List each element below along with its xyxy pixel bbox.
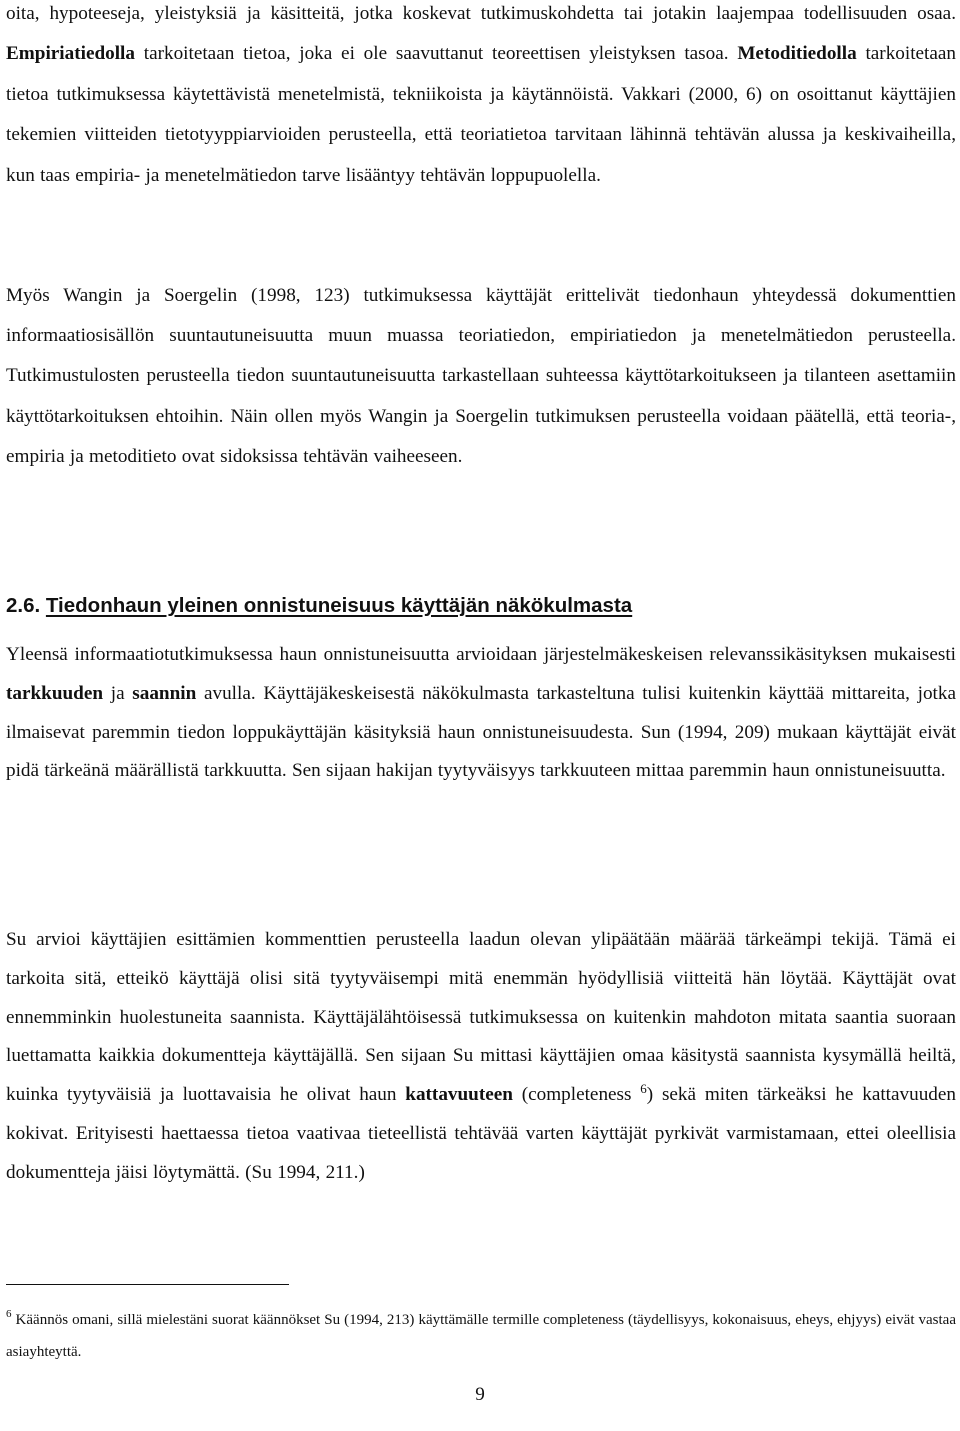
paragraph-text: avulla. Käyttäjäkeskeisestä näkökulmasta tarkasteltuna tulisi kuitenkin käyttää mittareita, jotka ilmaisevat paremmin tiedon loppukäyttäjän käsityksiä haun onnistuneisuudesta. Sun (1994, 209) mukaan käyttäjät eivät pidä tärkeänä määrällistä tarkkuutta. Sen sijaan hakijan tyytyväisyys tarkkuuteen mittaa paremmin haun onnistuneisuutta. xyxy=(6,682,956,782)
paragraph-text: Myös Wangin ja Soergelin (1998, 123) tutkimuksessa käyttäjät erittelivät tiedonhaun yhteydessä dokumenttien informaatiosisällön suuntautuneisuutta muun muassa teoriatiedon, empiriatiedon ja menetelmätiedon perusteella. Tutkimustulosten perusteella tiedon suuntautuneisuutta tarkastellaan suhteessa käyttötarkoitukseen ja tilanteen asettamiin käyttötarkoituksen ehtoihin. Näin ollen myös Wangin ja Soergelin tutkimuksen perusteella voidaan päätellä, että teoria-, empiria ja metoditieto ovat sidoksissa tehtävän vaiheeseen. xyxy=(6,285,956,467)
paragraph-text: Yleensä informaatiotutkimuksessa haun onnistuneisuutta arvioidaan järjestelmäkeskeisen relevanssikäsityksen mukaisesti xyxy=(6,644,956,665)
paragraph-text: (completeness xyxy=(521,1084,632,1106)
paragraph-text: tarkoitetaan tietoa, joka ei ole saavuttanut teoreettisen yleistyksen tasoa. xyxy=(143,43,729,65)
footnote-text: Käännös omani, sillä mielestäni suorat käännökset Su (1994, 213) käyttämälle termille completeness (täydellisyys, kokonaisuus, eheys, ehjyys) eivät vastaa asiayhteyttä. xyxy=(6,1312,956,1360)
page-number: 9 xyxy=(475,1384,485,1405)
section-number: 2.6. xyxy=(6,594,41,617)
footnote-separator xyxy=(6,1284,289,1285)
section-heading xyxy=(6,592,632,620)
footnote-marker: 6 xyxy=(6,1308,12,1320)
term-empiriatieto: Empiriatiedolla xyxy=(6,43,135,65)
footnote xyxy=(6,1304,956,1368)
term-tarkkuus: tarkkuuden xyxy=(6,682,104,704)
term-saanti: saannin xyxy=(132,682,197,704)
paragraph-success-measures xyxy=(6,636,956,791)
paragraph-text: Su arvioi käyttäjien esittämien kommenttien perusteella laadun olevan ylipäätään määrää tärkeämpi tekijä. Tämä ei tarkoita sitä, etteikö käyttäjä olisi sitä tyytyväisempi mitä enemmän hyödyllisiä viitteitä hän löytää. Käyttäjät ovat ennemminkin huolestuneita saannista. Käyttäjälähtöisessä tutkimuksessa on kuitenkin mahdoton mitata saantia suoraan luettamatta kaikkia dokumentteja käyttäjällä. Sen sijaan Su mittasi käyttäjien omaa käsitystä saannista kysymällä heiltä, kuinka tyytyväisiä ja luottavaisia he olivat haun xyxy=(6,929,956,1106)
term-metoditieto: Metoditiedolla xyxy=(737,43,857,65)
paragraph-text: ja xyxy=(110,682,125,704)
paragraph-text: ) sekä miten tärkeäksi he kattavuuden kokivat. Erityisesti haettaessa tietoa vaativaa tieteellistä tehtävää varten käyttäjät pyrkivät varmistamaan, ettei oleellisia dokumentteja jäisi löytymättä. (Su 1994, 211.) xyxy=(6,1084,956,1183)
paragraph-text: oita, hypoteeseja, yleistyksiä ja käsitteitä, jotka koskevat tutkimuskohdetta tai jotakin laajempaa todellisuuden osaa. xyxy=(6,3,956,24)
paragraph-wang-soergel xyxy=(6,276,956,477)
paragraph-su-evaluation xyxy=(6,921,956,1193)
footnote-reference[interactable]: 6 xyxy=(640,1081,647,1097)
section-title: Tiedonhaun yleinen onnistuneisuus käyttäjän näkökulmasta xyxy=(45,594,633,617)
term-kattavuus: kattavuuteen xyxy=(405,1084,513,1106)
paragraph-text: tarkoitetaan tietoa tutkimuksessa käytettävistä menetelmistä, tekniikoista ja käytännöistä. Vakkari (2000, 6) on osoittanut käyttäjien tekemien viitteiden tietotyyppiarvioiden perusteella, että teoriatietoa tarvitaan lähinnä tehtävän alussa ja keskivaiheilla, kun taas empiria- ja menetelmätiedon tarve lisääntyy tehtävän loppupuolella. xyxy=(6,43,957,186)
paragraph-knowledge-types xyxy=(6,0,956,196)
